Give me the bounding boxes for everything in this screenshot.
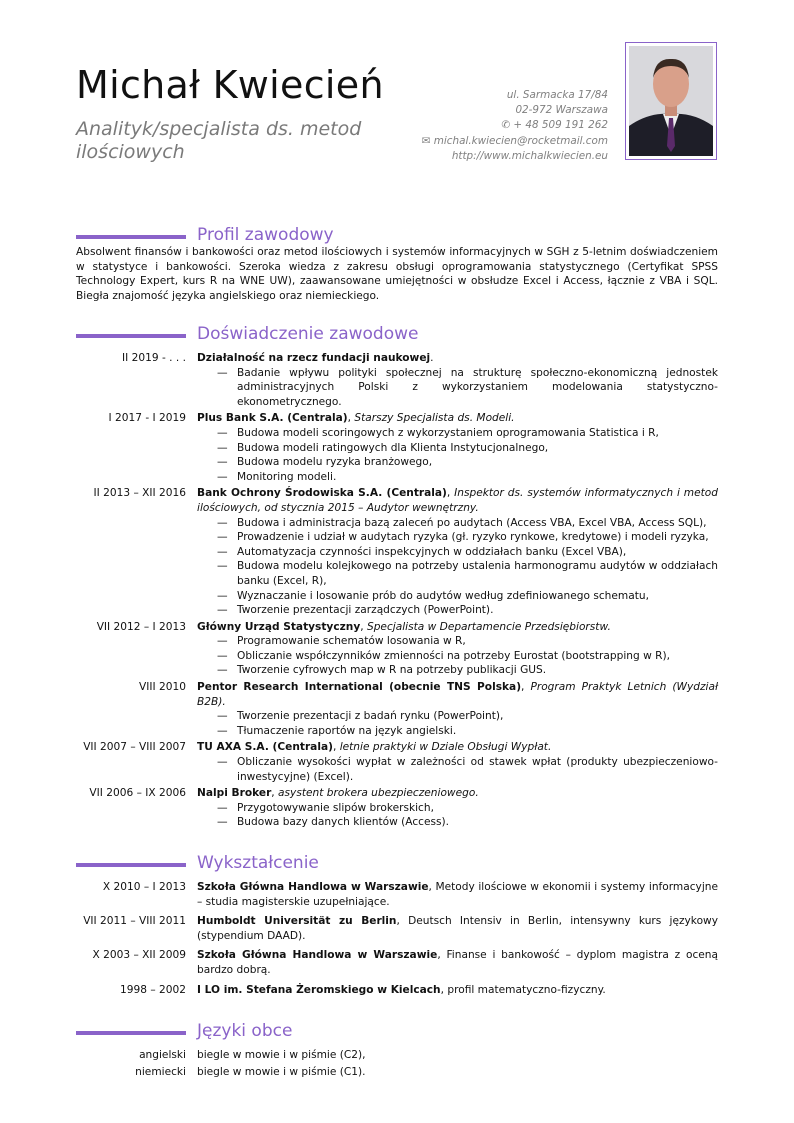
dash-icon: — — [217, 456, 228, 469]
bullet-text: Budowa modelu kolejkowego na potrzeby ustalenia harmonogramu audytów w oddziałach banku (Excel, R), — [237, 560, 718, 587]
bullet-item — [197, 709, 718, 724]
bullet-item — [197, 455, 718, 470]
entry-heading: Plus Bank S.A. (Centrala), Starszy Specjalista ds. Modeli. — [197, 412, 515, 425]
entry-date: VII 2007 – VIII 2007 — [83, 741, 186, 754]
bullet-text: Programowanie schematów losowania w R, — [237, 635, 466, 648]
entry-heading: TU AXA S.A. (Centrala), letnie praktyki w Dziale Obsługi Wypłat. — [197, 741, 552, 754]
dash-icon: — — [217, 710, 228, 723]
section-bar — [76, 1031, 186, 1035]
email-link[interactable]: michal.kwiecien@rocketmail.com — [433, 134, 608, 147]
profile-text: Absolwent finansów i bankowości oraz metod ilościowych i systemów informacyjnych w SGH z 5-letnim doświadczeniem w statystyce i bankowości. Szeroka wiedza z zakresu obsługi oprogramowania statystycznego (Certyfikat SPSS Technology Expert, kurs R na WNE UW), zaawansowane umiejętności w obsłudze Excel i Access, łącznie z VBA i SQL. Biegła znajomość języka angielskiego oraz niemieckiego. — [76, 246, 718, 302]
experience-entry — [76, 486, 718, 617]
education-entry — [76, 880, 718, 909]
dash-icon: — — [217, 560, 228, 573]
entry-body — [197, 411, 718, 484]
organization: Plus Bank S.A. (Centrala) — [197, 412, 348, 425]
entry-heading: Pentor Research International (obecnie TNS Polska), Program Praktyk Letnich (Wydział B2B). — [197, 681, 718, 708]
description: Finanse i bankowość – dyplom magistra z oceną bardzo dobrą. — [197, 949, 718, 976]
experience-entry — [76, 680, 718, 738]
dash-icon: — — [217, 816, 228, 829]
bullet-text: Budowa modelu ryzyka branżowego, — [237, 456, 433, 469]
bullet-text: Tworzenie prezentacji zarządczych (PowerPoint). — [237, 604, 494, 617]
bullet-text: Tłumaczenie raportów na język angielski. — [237, 724, 457, 737]
section-bar — [76, 863, 186, 867]
entry-heading: Działalność na rzecz fundacji naukowej. — [197, 352, 434, 364]
organization: Nalpi Broker — [197, 787, 272, 800]
bullet-item — [197, 663, 718, 678]
dash-icon: — — [217, 516, 228, 529]
dash-icon: — — [217, 470, 228, 483]
role: asystent brokera ubezpieczeniowego. — [278, 787, 479, 800]
bullet-item — [197, 603, 718, 618]
bullet-text: Budowa bazy danych klientów (Access). — [237, 816, 450, 829]
organization: Główny Urząd Statystyczny — [197, 620, 361, 633]
dash-icon: — — [217, 635, 228, 648]
entry-body: I LO im. Stefana Żeromskiego w Kielcach, profil matematyczno-fizyczny. — [197, 983, 606, 996]
language-name: niemiecki — [135, 1065, 186, 1078]
bullet-text: Budowa i administracja bazą zaleceń po audytach (Access VBA, Excel VBA, Access SQL), — [237, 516, 707, 529]
education-section — [76, 852, 718, 1002]
role: Starszy Specjalista ds. Modeli. — [354, 412, 515, 425]
dash-icon: — — [217, 604, 228, 617]
street: ul. Sarmacka 17/84 — [506, 89, 608, 101]
entry-date: II 2013 – XII 2016 — [93, 487, 186, 500]
entry-body — [197, 786, 718, 830]
role: Specjalista w Departamencie Przedsiębiorstw. — [366, 620, 611, 633]
bullet-list — [197, 426, 718, 484]
bullet-text: Prowadzenie i udział w audytach ryzyka (gł. ryzyko rynkowe, kredytowe) i modeli ryzyka, — [237, 531, 709, 544]
institution: Humboldt Universität zu Berlin — [197, 915, 397, 928]
bullet-text: Budowa modeli scoringowych z wykorzystaniem oprogramowania Statistica i R, — [237, 426, 659, 439]
bullet-item — [197, 649, 718, 664]
bullet-list — [197, 755, 718, 784]
language-entry — [76, 1048, 718, 1063]
experience-entry — [76, 351, 718, 409]
language-name: angielski — [139, 1049, 186, 1061]
organization: Działalność na rzecz fundacji naukowej — [197, 352, 431, 364]
experience-section — [76, 323, 718, 832]
entry-body: Szkoła Główna Handlowa w Warszawie, Finanse i bankowość – dyplom magistra z oceną bardzo dobrą. — [197, 949, 718, 976]
role: Program Praktyk Letnich (Wydział B2B). — [197, 681, 718, 708]
city: 02-972 Warszawa — [515, 104, 608, 117]
bullet-list — [197, 801, 718, 830]
dash-icon: — — [217, 441, 228, 454]
bullet-text: Tworzenie prezentacji z badań rynku (PowerPoint), — [237, 710, 504, 723]
entry-body — [197, 680, 718, 738]
description: Deutsch Intensiv in Berlin, intensywny kurs językowy (stypendium DAAD). — [197, 915, 718, 942]
experience-entry — [76, 411, 718, 484]
dash-icon: — — [217, 366, 228, 379]
section-title: Języki obce — [197, 1021, 293, 1041]
bullet-text: Tworzenie cyfrowych map w R na potrzeby publikacji GUS. — [237, 664, 547, 677]
entry-date: X 2003 – XII 2009 — [92, 949, 186, 962]
organization: Bank Ochrony Środowiska S.A. (Centrala) — [197, 487, 447, 500]
bullet-text: Automatyzacja czynności inspekcyjnych w oddziałach banku (Excel VBA), — [237, 545, 627, 558]
section-bar — [76, 235, 186, 239]
bullet-item — [197, 516, 718, 531]
bullet-item — [197, 545, 718, 560]
language-entry — [76, 1065, 718, 1080]
bullet-item — [197, 530, 718, 545]
entry-date: II 2019 - . . . — [122, 352, 186, 364]
entry-body: Szkoła Główna Handlowa w Warszawie, Metody ilościowe w ekonomii i systemy informacyjne – studia magisterskie uzupełniające. — [197, 881, 718, 908]
experience-entry — [76, 620, 718, 678]
dash-icon: — — [217, 649, 228, 662]
bullet-text: Wyznaczanie i losowanie prób do audytów według zdefiniowanego schematu, — [237, 589, 649, 602]
dash-icon: — — [217, 801, 228, 814]
entry-heading: Główny Urząd Statystyczny, Specjalista w Departamencie Przedsiębiorstw. — [197, 620, 611, 633]
dash-icon: — — [217, 589, 228, 602]
entry-date: 1998 – 2002 — [120, 983, 186, 996]
entry-date: I 2017 - I 2019 — [108, 412, 186, 425]
bullet-item — [197, 801, 718, 816]
entry-heading: Nalpi Broker, asystent brokera ubezpieczeniowego. — [197, 787, 479, 800]
entry-date: X 2010 – I 2013 — [102, 881, 186, 893]
bullet-text: Badanie wpływu polityki społecznej na strukturę społeczno-ekonomiczną jednostek administracyjnych Polski z wykorzystaniem modelowania statystyczno-ekonometrycznego. — [237, 366, 718, 408]
languages-section — [76, 1020, 718, 1081]
bullet-item — [197, 815, 718, 830]
institution: Szkoła Główna Handlowa w Warszawie — [197, 881, 429, 893]
section-title: Doświadczenie zawodowe — [197, 324, 419, 344]
bullet-item — [197, 724, 718, 739]
institution: I LO im. Stefana Żeromskiego w Kielcach — [197, 983, 441, 996]
organization: Pentor Research International (obecnie TNS Polska) — [197, 681, 522, 694]
dash-icon: — — [217, 664, 228, 677]
language-level: biegle w mowie i w piśmie (C2), — [197, 1049, 366, 1061]
dash-icon: — — [217, 545, 228, 558]
institution: Szkoła Główna Handlowa w Warszawie — [197, 949, 438, 962]
education-entry — [76, 983, 718, 998]
language-level: biegle w mowie i w piśmie (C1). — [197, 1065, 366, 1078]
bullet-item — [197, 589, 718, 604]
section-bar — [76, 334, 186, 338]
section-title: Profil zawodowy — [197, 225, 334, 245]
bullet-text: Budowa modeli ratingowych dla Klienta Instytucjonalnego, — [237, 441, 549, 454]
bullet-item — [197, 470, 718, 485]
dash-icon: — — [217, 756, 228, 769]
bullet-text: Monitoring modeli. — [237, 470, 337, 483]
bullet-item — [197, 755, 718, 784]
mobile-phone-icon: ✆ — [501, 119, 514, 132]
contact-info — [422, 88, 608, 164]
entry-body — [197, 740, 718, 784]
dash-icon: — — [217, 531, 228, 544]
bullet-list — [197, 366, 718, 410]
entry-body — [197, 486, 718, 617]
organization: TU AXA S.A. (Centrala) — [197, 741, 333, 754]
full-name: Michał Kwiecień — [76, 63, 384, 107]
website-link[interactable]: http://www.michalkwiecien.eu — [451, 149, 608, 162]
bullet-list — [197, 516, 718, 618]
entry-date: VII 2006 – IX 2006 — [89, 787, 186, 800]
profile-section — [76, 224, 718, 303]
envelope-icon: ✉ — [421, 134, 434, 147]
education-entry — [76, 914, 718, 943]
entry-heading: Bank Ochrony Środowiska S.A. (Centrala), Inspektor ds. systemów informatycznych i metod ilościowych, od stycznia 2015 – Audytor wewnętrzny. — [197, 487, 718, 514]
entry-body — [197, 620, 718, 678]
role: Inspektor ds. systemów informatycznych i metod ilościowych, od stycznia 2015 – Audytor wewnętrzny. — [197, 487, 718, 514]
bullet-list — [197, 709, 718, 738]
profile-photo — [625, 42, 717, 160]
bullet-item — [197, 441, 718, 456]
role: letnie praktyki w Dziale Obsługi Wypłat. — [339, 741, 552, 754]
experience-entry — [76, 786, 718, 830]
entry-body: Humboldt Universität zu Berlin, Deutsch Intensiv in Berlin, intensywny kurs językowy (stypendium DAAD). — [197, 915, 718, 942]
bullet-text: Obliczanie wysokości wypłat w zależności od stawek wpłat (produkty ubezpieczeniowo-inwestycyjne) (Excel). — [237, 756, 718, 783]
section-title: Wykształcenie — [197, 853, 319, 873]
phone: + 48 509 191 262 — [513, 119, 608, 132]
entry-body — [197, 351, 718, 409]
bullet-item — [197, 559, 718, 588]
experience-entry — [76, 740, 718, 784]
entry-date: VII 2012 – I 2013 — [96, 620, 186, 633]
education-entry — [76, 948, 718, 977]
description: Metody ilościowe w ekonomii i systemy informacyjne – studia magisterskie uzupełniające. — [197, 881, 718, 908]
entry-date: VII 2011 – VIII 2011 — [83, 915, 186, 928]
description: profil matematyczno-fizyczny. — [447, 983, 606, 996]
bullet-item — [197, 426, 718, 441]
entry-date: VIII 2010 — [139, 681, 186, 694]
bullet-item — [197, 634, 718, 649]
dash-icon: — — [217, 724, 228, 737]
bullet-text: Obliczanie współczynników zmienności na potrzeby Eurostat (bootstrapping w R), — [237, 649, 670, 662]
bullet-item — [197, 366, 718, 410]
bullet-text: Przygotowywanie slipów brokerskich, — [237, 801, 434, 814]
bullet-list — [197, 634, 718, 678]
dash-icon: — — [217, 426, 228, 439]
job-title: Analityk/specjalista ds. metod ilościowych — [76, 118, 362, 163]
